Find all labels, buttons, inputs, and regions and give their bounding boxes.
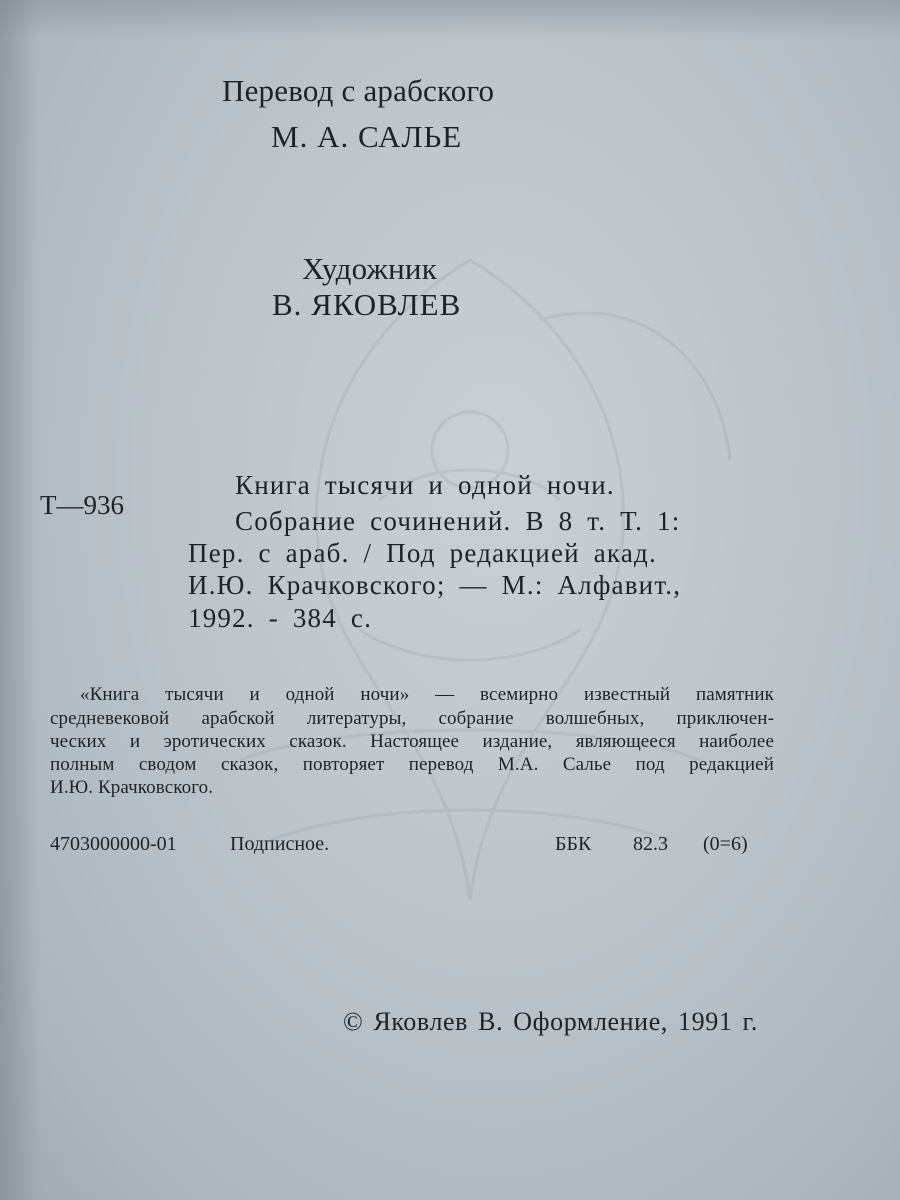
abstract-line-4: полным сводом сказок, повторяет перевод М.А. Салье под редакцией <box>50 754 774 775</box>
catalog-line-3: Пер. с араб. / Под редакцией акад. <box>188 538 657 568</box>
catalog-code: Т—936 <box>40 490 124 520</box>
abstract-line-1: «Книга тысячи и одной ночи» — всемирно известный памятник <box>80 684 774 705</box>
bbk-label: ББК <box>555 833 592 855</box>
copyright-notice: © Яковлев В. Оформление, 1991 г. <box>343 1007 758 1036</box>
publication-index: 4703000000-01 <box>50 833 177 855</box>
translation-label: Перевод с арабского <box>222 73 495 108</box>
abstract-line-3: ческих и эротических сказок. Настоящее издание, являющееся наиболее <box>50 731 774 752</box>
catalog-line-5: 1992. - 384 с. <box>188 603 373 633</box>
page-edge-shadow <box>0 0 40 1200</box>
artist-name: В. ЯКОВЛЕВ <box>272 287 462 322</box>
subscription-note: Подписное. <box>230 833 330 855</box>
abstract-line-5: И.Ю. Крачковского. <box>50 777 214 798</box>
artist-label: Художник <box>302 251 437 286</box>
catalog-line-4: И.Ю. Крачковского; — М.: Алфавит., <box>188 570 682 600</box>
page-top-shadow <box>0 0 900 40</box>
bbk-suffix: (0=6) <box>703 833 748 855</box>
abstract-line-2: средневековой арабской литературы, собрание волшебных, приключен- <box>50 708 774 729</box>
catalog-line-2: Собрание сочинений. В 8 т. Т. 1: <box>235 506 681 536</box>
catalog-line-1: Книга тысячи и одной ночи. <box>235 470 615 500</box>
translator-name: М. А. САЛЬЕ <box>271 119 463 154</box>
bbk-code: 82.3 <box>633 833 668 855</box>
